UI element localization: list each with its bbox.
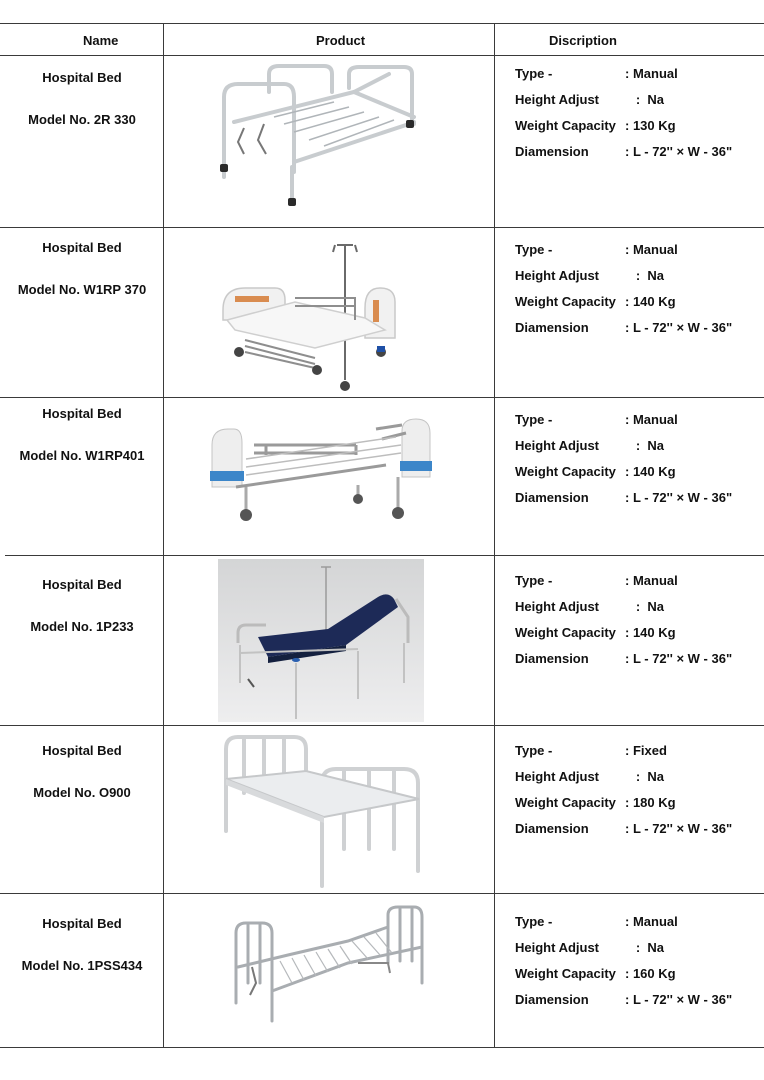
row-3-name <box>0 406 164 463</box>
row-5-specs <box>515 742 760 846</box>
product-title: Hospital Bed <box>42 240 122 255</box>
product-model: Model No. 1PSS434 <box>21 958 143 973</box>
spec-height-value: : Na <box>625 940 665 955</box>
spec-weight-value: : 140 Kg <box>625 464 676 479</box>
spec-dimension-value: : L - 72'' × W - 36" <box>625 490 733 505</box>
row-4-specs <box>515 572 760 676</box>
spec-weight-label: Weight Capacity <box>515 118 616 133</box>
spec-height-label: Height Adjust <box>515 769 600 784</box>
spec-height-value: : Na <box>625 769 665 784</box>
spec-dimension-label: Diamension <box>515 490 589 505</box>
row-6-name <box>0 916 164 973</box>
spec-type-label: Type - <box>515 412 553 427</box>
column-divider <box>163 23 164 1048</box>
row-2-name <box>0 240 164 297</box>
row-6-specs <box>515 913 760 1017</box>
header-description: Discription <box>549 33 617 48</box>
product-model: Model No. W1RP401 <box>19 448 145 463</box>
product-model: Model No. 2R 330 <box>28 112 136 127</box>
spec-type-label: Type - <box>515 242 553 257</box>
column-divider <box>494 23 495 1048</box>
spec-type-value: : Manual <box>625 66 678 81</box>
spec-height-value: : Na <box>625 438 665 453</box>
table-top-border <box>0 23 764 24</box>
spec-type-value: : Manual <box>625 914 678 929</box>
spec-height-value: : Na <box>625 599 665 614</box>
header-bottom-border <box>0 55 764 56</box>
product-title: Hospital Bed <box>42 406 122 421</box>
bed-image-1p233 <box>218 559 424 722</box>
row-1-specs <box>515 65 760 169</box>
spec-dimension-label: Diamension <box>515 821 589 836</box>
spec-height-label: Height Adjust <box>515 599 600 614</box>
spec-weight-label: Weight Capacity <box>515 966 616 981</box>
spec-height-label: Height Adjust <box>515 940 600 955</box>
table-bottom-border <box>0 1047 764 1048</box>
bed-image-w1rp401 <box>206 415 436 525</box>
spec-type-value: : Manual <box>625 242 678 257</box>
spec-height-label: Height Adjust <box>515 438 600 453</box>
bed-image-2r330 <box>214 62 444 212</box>
spec-type-label: Type - <box>515 573 553 588</box>
row-divider <box>5 555 764 556</box>
spec-dimension-label: Diamension <box>515 320 589 335</box>
product-model: Model No. W1RP 370 <box>17 282 147 297</box>
row-5-name <box>0 743 164 800</box>
header-name: Name <box>83 33 119 48</box>
spec-weight-value: : 140 Kg <box>625 625 676 640</box>
spec-weight-label: Weight Capacity <box>515 625 616 640</box>
spec-type-value: : Manual <box>625 573 678 588</box>
spec-height-value: : Na <box>625 268 665 283</box>
spec-weight-value: : 160 Kg <box>625 966 676 981</box>
spec-type-label: Type - <box>515 743 553 758</box>
bed-image-o900 <box>214 731 432 891</box>
spec-dimension-value: : L - 72'' × W - 36" <box>625 821 733 836</box>
spec-dimension-label: Diamension <box>515 144 589 159</box>
spec-height-value: : Na <box>625 92 665 107</box>
bed-image-1pss434 <box>228 903 428 1033</box>
product-title: Hospital Bed <box>42 916 122 931</box>
spec-weight-value: : 130 Kg <box>625 118 676 133</box>
spec-dimension-value: : L - 72'' × W - 36" <box>625 992 733 1007</box>
spec-dimension-value: : L - 72'' × W - 36" <box>625 144 733 159</box>
header-product: Product <box>316 33 366 48</box>
spec-dimension-label: Diamension <box>515 992 589 1007</box>
product-model: Model No. 1P233 <box>30 619 134 634</box>
spec-dimension-value: : L - 72'' × W - 36" <box>625 320 733 335</box>
bed-image-w1rp370 <box>215 240 405 392</box>
spec-weight-label: Weight Capacity <box>515 795 616 810</box>
row-2-specs <box>515 241 760 345</box>
spec-type-value: : Fixed <box>625 743 667 758</box>
spec-type-label: Type - <box>515 66 553 81</box>
product-model: Model No. O900 <box>33 785 131 800</box>
spec-height-label: Height Adjust <box>515 92 600 107</box>
row-4-name <box>0 577 164 634</box>
spec-weight-label: Weight Capacity <box>515 294 616 309</box>
spec-dimension-label: Diamension <box>515 651 589 666</box>
row-divider <box>0 893 764 894</box>
spec-type-value: : Manual <box>625 412 678 427</box>
row-divider <box>0 725 764 726</box>
row-divider <box>0 397 764 398</box>
product-title: Hospital Bed <box>42 70 122 85</box>
spec-weight-value: : 140 Kg <box>625 294 676 309</box>
spec-type-label: Type - <box>515 914 553 929</box>
spec-height-label: Height Adjust <box>515 268 600 283</box>
row-3-specs <box>515 411 760 515</box>
spec-weight-value: : 180 Kg <box>625 795 676 810</box>
row-divider <box>0 227 764 228</box>
product-title: Hospital Bed <box>42 743 122 758</box>
spec-weight-label: Weight Capacity <box>515 464 616 479</box>
product-title: Hospital Bed <box>42 577 122 592</box>
row-1-name <box>0 70 164 127</box>
spec-dimension-value: : L - 72'' × W - 36" <box>625 651 733 666</box>
